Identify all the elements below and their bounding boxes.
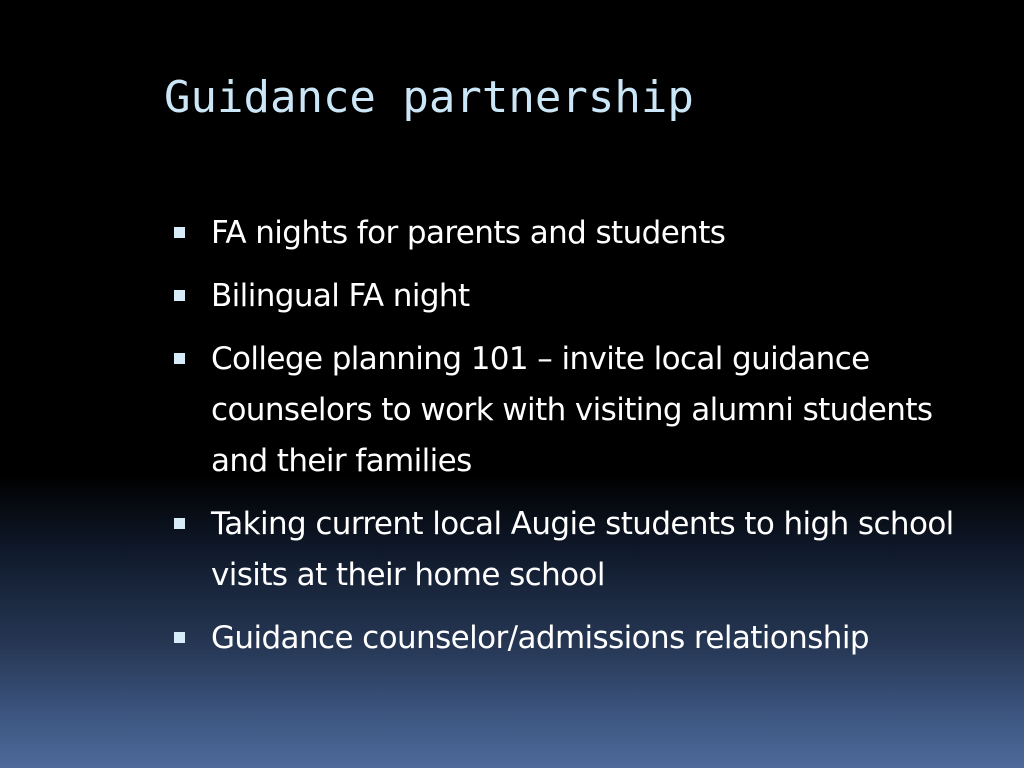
list-item xyxy=(170,271,985,322)
bullet-text: College planning 101 – invite local guidance counselors to work with visiting alumni students and their families xyxy=(211,341,933,479)
bullet-text: Guidance counselor/admissions relationship xyxy=(211,620,869,656)
square-bullet-icon xyxy=(174,632,185,643)
bullet-text: Bilingual FA night xyxy=(211,278,470,314)
list-item xyxy=(170,334,985,487)
slide-title: Guidance partnership xyxy=(164,72,694,123)
square-bullet-icon xyxy=(174,518,185,529)
square-bullet-icon xyxy=(174,353,185,364)
bullet-list xyxy=(170,208,985,676)
list-item xyxy=(170,208,985,259)
list-item xyxy=(170,499,985,601)
square-bullet-icon xyxy=(174,227,185,238)
list-item xyxy=(170,613,985,664)
square-bullet-icon xyxy=(174,290,185,301)
bullet-text: FA nights for parents and students xyxy=(211,215,726,251)
bullet-text: Taking current local Augie students to high school visits at their home school xyxy=(211,506,954,593)
